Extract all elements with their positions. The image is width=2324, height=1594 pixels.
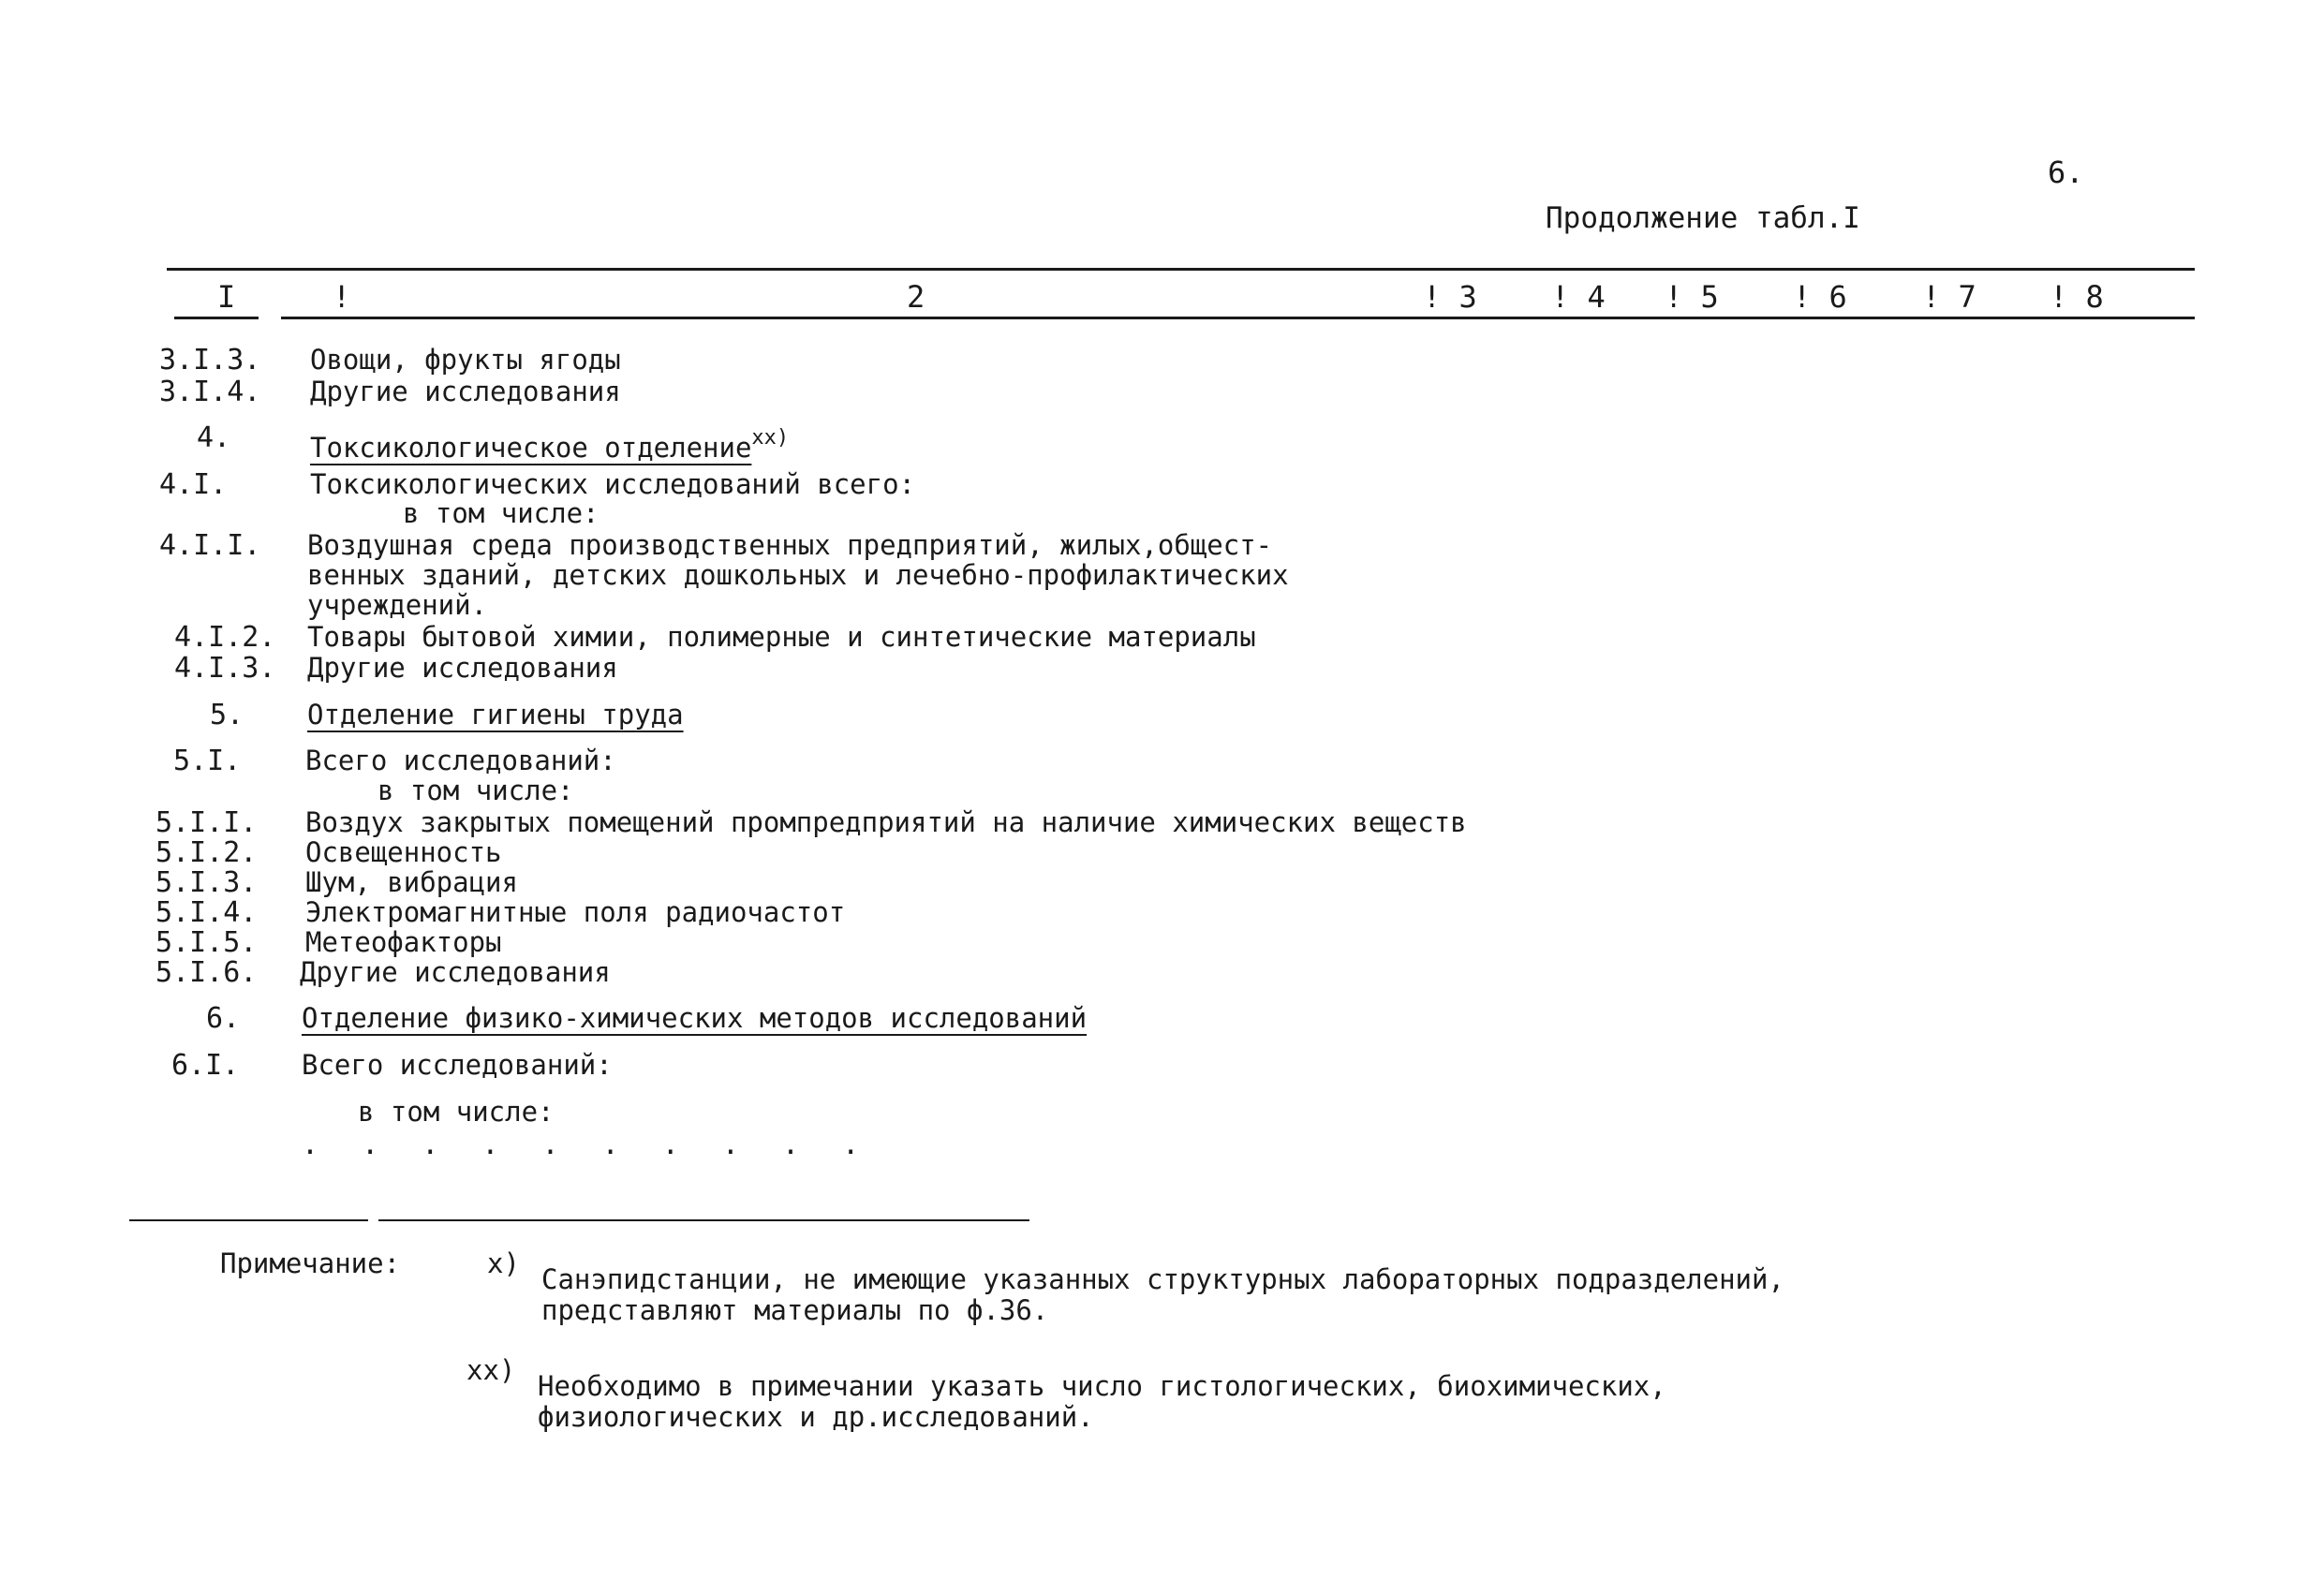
row-number: 5.I.6. [155, 956, 258, 989]
footnote-text: Санэпидстанции, не имеющие указанных структурных лабораторных подразделений, [541, 1263, 1784, 1295]
row-text: Другие исследования [300, 956, 611, 988]
column-header-2: 2 [907, 279, 925, 315]
column-header-3: ! 3 [1423, 279, 1477, 315]
row-number: 4.I.3. [174, 652, 276, 685]
footnote-marker: xx) [466, 1354, 516, 1386]
row-text-continuation: венных зданий, детских дошкольных и лечебно-профилактических [307, 559, 1289, 591]
row-text: Шум, вибрация [305, 866, 518, 898]
row-text: Всего исследований: [305, 745, 616, 776]
footnote-text: представляют материалы по ф.36. [541, 1294, 1049, 1326]
row-text: Освещенность [305, 836, 502, 868]
column-header-5: ! 5 [1665, 279, 1719, 315]
footnote-text: физиологических и др.исследований. [538, 1401, 1094, 1433]
subheading-text: в том числе: [377, 775, 574, 806]
row-text: Электромагнитные поля радиочастот [305, 896, 846, 928]
row-number: 5.I.3. [155, 866, 258, 899]
column-header-4: ! 4 [1551, 279, 1606, 315]
table-continuation-title: Продолжение табл.I [1546, 201, 1860, 235]
subheading-text: в том числе: [403, 497, 600, 529]
row-text: Всего исследований: [302, 1049, 613, 1081]
row-text: Другие исследования [307, 652, 618, 684]
column-header-6: ! 6 [1793, 279, 1847, 315]
column-header-1: I [217, 279, 236, 315]
row-text: Токсикологических исследований всего: [310, 468, 916, 500]
row-text: Другие исследования [310, 376, 621, 407]
row-number: 3.I.3. [159, 344, 261, 376]
row-number: 5.I.5. [155, 926, 258, 959]
row-text: Овощи, фрукты ягоды [310, 344, 621, 376]
column-header-8: ! 8 [2050, 279, 2104, 315]
footnote-text: Необходимо в примечании указать число гистологических, биохимических, [538, 1370, 1666, 1402]
footnote-marker: x) [487, 1247, 520, 1279]
section-number: 4. [197, 421, 231, 454]
row-text: Воздушная среда производственных предприятий, жилых,общест- [307, 529, 1273, 561]
header-bottom-rule-left [174, 317, 259, 319]
column-header-7: ! 7 [1922, 279, 1976, 315]
section-title: Отделение гигиены труда [307, 699, 684, 731]
section-title-text: Токсикологическое отделение [310, 432, 752, 464]
row-text: Воздух закрытых помещений промпредприятий на наличие химических веществ [305, 806, 1467, 838]
row-number: 4.I.2. [174, 621, 276, 654]
row-text-continuation: учреждений. [307, 589, 488, 621]
row-text: Товары бытовой химии, полимерные и синтетические материалы [307, 621, 1256, 653]
footnote-rule-left [129, 1219, 368, 1221]
footnote-rule-right [378, 1219, 1029, 1221]
section-title: Отделение физико-химических методов исследований [302, 1002, 1088, 1034]
footnote-marker: xx) [751, 426, 790, 450]
row-number: 5.I.2. [155, 836, 258, 869]
row-number: 5.I.I. [155, 806, 258, 839]
ellipsis-dots: . . . . . . . . . . [302, 1129, 873, 1161]
row-number: 5.I.4. [155, 896, 258, 929]
column-header-separator: ! [333, 279, 351, 315]
header-bottom-rule [281, 317, 2195, 319]
section-number: 5. [210, 699, 244, 731]
row-number: 4.I.I. [159, 529, 261, 562]
subheading-text: в том числе: [358, 1096, 555, 1128]
row-number: 3.I.4. [159, 376, 261, 408]
notes-label: Примечание: [220, 1247, 401, 1279]
header-top-rule [167, 268, 2195, 271]
section-number: 6. [206, 1002, 241, 1035]
row-number: 5.I. [173, 745, 242, 777]
row-number: 4.I. [159, 468, 228, 501]
row-number: 6.I. [171, 1049, 240, 1082]
section-title [310, 422, 789, 464]
page-number: 6. [2048, 155, 2084, 190]
row-text: Метеофакторы [305, 926, 502, 958]
